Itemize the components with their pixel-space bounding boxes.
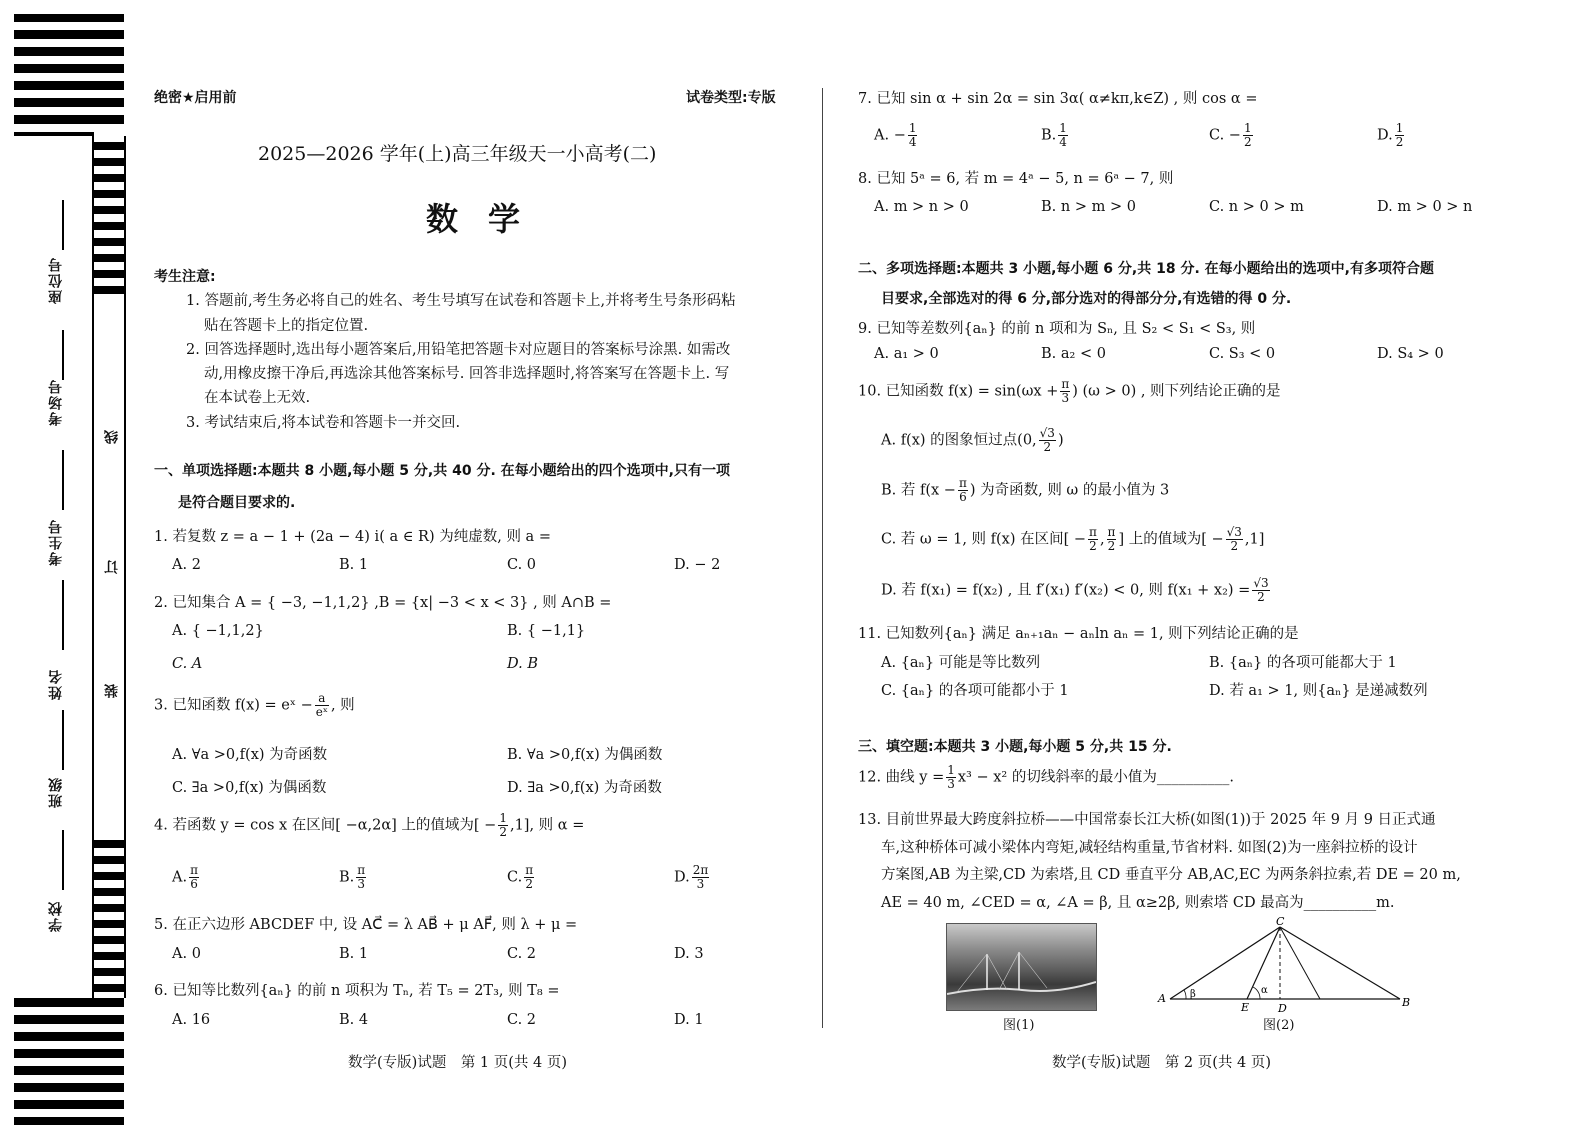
q7-option-c: C. − $\frac{1}{2}$: [1209, 121, 1252, 149]
q4-option-d: D. $\frac{2\pi}{3}$: [674, 863, 709, 891]
q12-stem: 12. 曲线 y = $\frac{1}{3}$ x³ − x² 的切线斜率的最小值为__________.: [858, 763, 1234, 791]
q3-option-c: C. ∃a >0,f(x) 为偶函数: [172, 780, 327, 796]
q13-line: 13. 目前世界最大跨度斜拉桥——中国常泰长江大桥(如图(1))于 2025 年 9 月 9 日正式通: [858, 812, 1436, 828]
q11-option-d: D. 若 a₁ > 1, 则{aₙ} 是递减数列: [1209, 683, 1428, 699]
q7-option-d: D. $\frac{1}{2}$: [1377, 121, 1404, 149]
paper-type-label: 试卷类型:专版: [686, 90, 776, 106]
q6-option-a: A. 16: [172, 1012, 211, 1028]
fold-mark-line: 线: [104, 428, 120, 444]
page-divider: [822, 88, 823, 1028]
q7-option-a: A. − $\frac{1}{4}$: [874, 121, 917, 149]
q13-line: 车,这种桥体可减小梁体内弯矩,减轻结构重量,节省材料. 如图(2)为一座斜拉桥的设计: [881, 840, 1418, 856]
section2-title-cont: 目要求,全部选对的得 6 分,部分选对的得部分分,有选错的得 0 分.: [881, 291, 1292, 307]
q4-stem: 4. 若函数 y = cos x 在区间[ −α,2α] 上的值域为[ − $\frac{1}{2}$ ,1], 则 α =: [154, 811, 585, 839]
section3-title: 三、填空题:本题共 3 小题,每小题 5 分,共 15 分.: [858, 739, 1172, 755]
point-c-label: C: [1276, 915, 1285, 928]
bridge-photo: [946, 923, 1097, 1011]
exam-title: 2025—2026 学年(上)高三年级天一小高考(二): [258, 143, 657, 165]
q9-option-b: B. a₂ < 0: [1041, 346, 1106, 362]
notice-line: 动,用橡皮擦干净后,再选涂其他答案标号. 回答非选择题时,将答案写在答题卡上. 写: [204, 366, 730, 382]
q4-option-a: A. $\frac{\pi}{6}$: [172, 863, 198, 891]
q9-option-a: A. a₁ > 0: [874, 346, 939, 362]
fold-mark-bind: 订: [104, 558, 120, 574]
q11-option-c: C. {aₙ} 的各项可能都小于 1: [881, 683, 1069, 699]
q4-option-c: C. $\frac{\pi}{2}$: [507, 863, 534, 891]
q11-option-b: B. {aₙ} 的各项可能都大于 1: [1209, 655, 1397, 671]
q1-option-b: B. 1: [339, 557, 369, 573]
q2-option-d: D. B: [507, 656, 538, 672]
point-b-label: B: [1402, 996, 1411, 1009]
fold-mark-install: 装: [104, 682, 120, 698]
q2-option-c: C. A: [172, 656, 203, 672]
q9-stem: 9. 已知等差数列{aₙ} 的前 n 项和为 Sₙ, 且 S₂ < S₁ < S₃, 则: [858, 321, 1256, 337]
q3-option-a: A. ∀a >0,f(x) 为奇函数: [172, 747, 328, 763]
q8-option-a: A. m > n > 0: [874, 199, 969, 215]
q2-option-a: A. { −1,1,2}: [172, 623, 264, 639]
page2-footer: 数学(专版)试题 第 2 页(共 4 页): [1052, 1055, 1272, 1071]
seat-number-label: 座位号: [48, 256, 64, 304]
q5-option-a: A. 0: [172, 946, 201, 962]
q11-option-a: A. {aₙ} 可能是等比数列: [881, 655, 1041, 671]
point-d-label: D: [1278, 1002, 1287, 1015]
fig1-caption: 图(1): [1003, 1018, 1035, 1033]
notice-line: 3. 考试结束后,将本试卷和答题卡一并交回.: [186, 415, 461, 431]
q10-stem: 10. 已知函数 f(x) = sin(ωx + $\frac{\pi}{3}$ ) (ω > 0) , 则下列结论正确的是: [858, 377, 1281, 405]
q9-option-c: C. S₃ < 0: [1209, 346, 1276, 362]
q8-option-b: B. n > m > 0: [1041, 199, 1136, 215]
class-label: 班级: [48, 776, 64, 808]
page1-footer: 数学(专版)试题 第 1 页(共 4 页): [348, 1055, 568, 1071]
q5-option-d: D. 3: [674, 946, 704, 962]
q7-stem: 7. 已知 sin α + sin 2α = sin 3α( α≠kπ,k∈Z) , 则 cos α =: [858, 91, 1258, 107]
q3-stem: 3. 已知函数 f(x) = eˣ − $\frac{a}{\text{eˣ}}$ , 则: [154, 691, 355, 719]
q10-option-a: A. f(x) 的图象恒过点(0, $\frac{√3}{2}$ ): [881, 426, 1064, 454]
q2-option-b: B. { −1,1}: [507, 623, 586, 639]
q10-option-b: B. 若 f(x − $\frac{\pi}{6}$ ) 为奇函数, 则 ω 的最小值为 3: [881, 476, 1170, 504]
q8-option-d: D. m > 0 > n: [1377, 199, 1473, 215]
exam-room-label: 考场号: [48, 378, 64, 426]
q1-option-c: C. 0: [507, 557, 537, 573]
secret-label: 绝密★启用前: [154, 90, 237, 106]
name-label: 姓名: [48, 668, 64, 700]
section1-title: 一、单项选择题:本题共 8 小题,每小题 5 分,共 40 分. 在每小题给出的四个选项中,只有一项: [154, 463, 730, 479]
q2-stem: 2. 已知集合 A = { −3, −1,1,2} ,B = {x| −3 < x < 3} , 则 A∩B =: [154, 595, 612, 611]
section1-title-cont: 是符合题目要求的.: [178, 495, 296, 511]
q13-line: 方案图,AB 为主梁,CD 为索塔,且 CD 垂直平分 AB,AC,EC 为两条斜拉索,若 DE = 20 m,: [881, 867, 1461, 883]
q3-option-b: B. ∀a >0,f(x) 为偶函数: [507, 747, 663, 763]
q8-stem: 8. 已知 5ᵃ = 6, 若 m = 4ᵃ − 5, n = 6ᵃ − 7, 则: [858, 171, 1174, 187]
notice-line: 在本试卷上无效.: [204, 390, 311, 406]
q8-option-c: C. n > 0 > m: [1209, 199, 1304, 215]
q10-option-d: D. 若 f(x₁) = f(x₂) , 且 f′(x₁) f′(x₂) < 0, 则 f(x₁ + x₂) = $\frac{√3}{2}$: [881, 576, 1269, 604]
q7-option-b: B. $\frac{1}{4}$: [1041, 121, 1067, 149]
subject-title: 数学: [426, 200, 551, 238]
notice-line: 贴在答题卡上的指定位置.: [204, 318, 369, 334]
section2-title: 二、多项选择题:本题共 3 小题,每小题 6 分,共 18 分. 在每小题给出的选项中,有多项符合题: [858, 261, 1434, 277]
fig2-caption: 图(2): [1263, 1018, 1295, 1033]
q6-option-d: D. 1: [674, 1012, 704, 1028]
q5-stem: 5. 在正六边形 ABCDEF 中, 设 AC⃗ = λ AB⃗ + μ AF⃗, 则 λ + μ =: [154, 917, 578, 933]
q4-option-b: B. $\frac{\pi}{3}$: [339, 863, 366, 891]
q5-option-b: B. 1: [339, 946, 369, 962]
q6-stem: 6. 已知等比数列{aₙ} 的前 n 项积为 Tₙ, 若 T₅ = 2T₃, 则 T₈ =: [154, 983, 560, 999]
notice-line: 2. 回答选择题时,选出每小题答案后,用铅笔把答题卡对应题目的答案标号涂黑. 如需改: [186, 342, 731, 358]
q6-option-c: C. 2: [507, 1012, 537, 1028]
q1-stem: 1. 若复数 z = a − 1 + (2a − 4) i( a ∈ R) 为纯虚数, 则 a =: [154, 529, 551, 545]
q11-stem: 11. 已知数列{aₙ} 满足 aₙ₊₁aₙ − aₙln aₙ = 1, 则下列结论正确的是: [858, 626, 1299, 642]
q10-option-c: C. 若 ω = 1, 则 f(x) 在区间[ − $\frac{\pi}{2}$ , $\frac{\pi}{2}$ ] 上的值域为[ − $\frac{√3}{2}$ ,1]: [881, 525, 1265, 553]
q1-option-d: D. − 2: [674, 557, 721, 573]
school-label: 学校: [48, 900, 64, 932]
bridge-diagram: [1150, 912, 1420, 1017]
q6-option-b: B. 4: [339, 1012, 369, 1028]
q3-option-d: D. ∃a >0,f(x) 为奇函数: [507, 780, 662, 796]
q13-line: AE = 40 m, ∠CED = α, ∠A = β, 且 α≥2β, 则索塔 CD 最高为__________m.: [881, 895, 1395, 911]
q1-option-a: A. 2: [172, 557, 201, 573]
notice-line: 1. 答题前,考生务必将自己的姓名、考生号填写在试卷和答题卡上,并将考生号条形码粘: [186, 293, 736, 309]
student-number-label: 考生号: [48, 518, 64, 566]
q5-option-c: C. 2: [507, 946, 537, 962]
notice-title: 考生注意:: [154, 269, 216, 285]
q9-option-d: D. S₄ > 0: [1377, 346, 1444, 362]
beta-label: β: [1190, 989, 1196, 1000]
point-a-label: A: [1158, 992, 1166, 1005]
alpha-label: α: [1261, 985, 1268, 996]
point-e-label: E: [1241, 1001, 1250, 1014]
